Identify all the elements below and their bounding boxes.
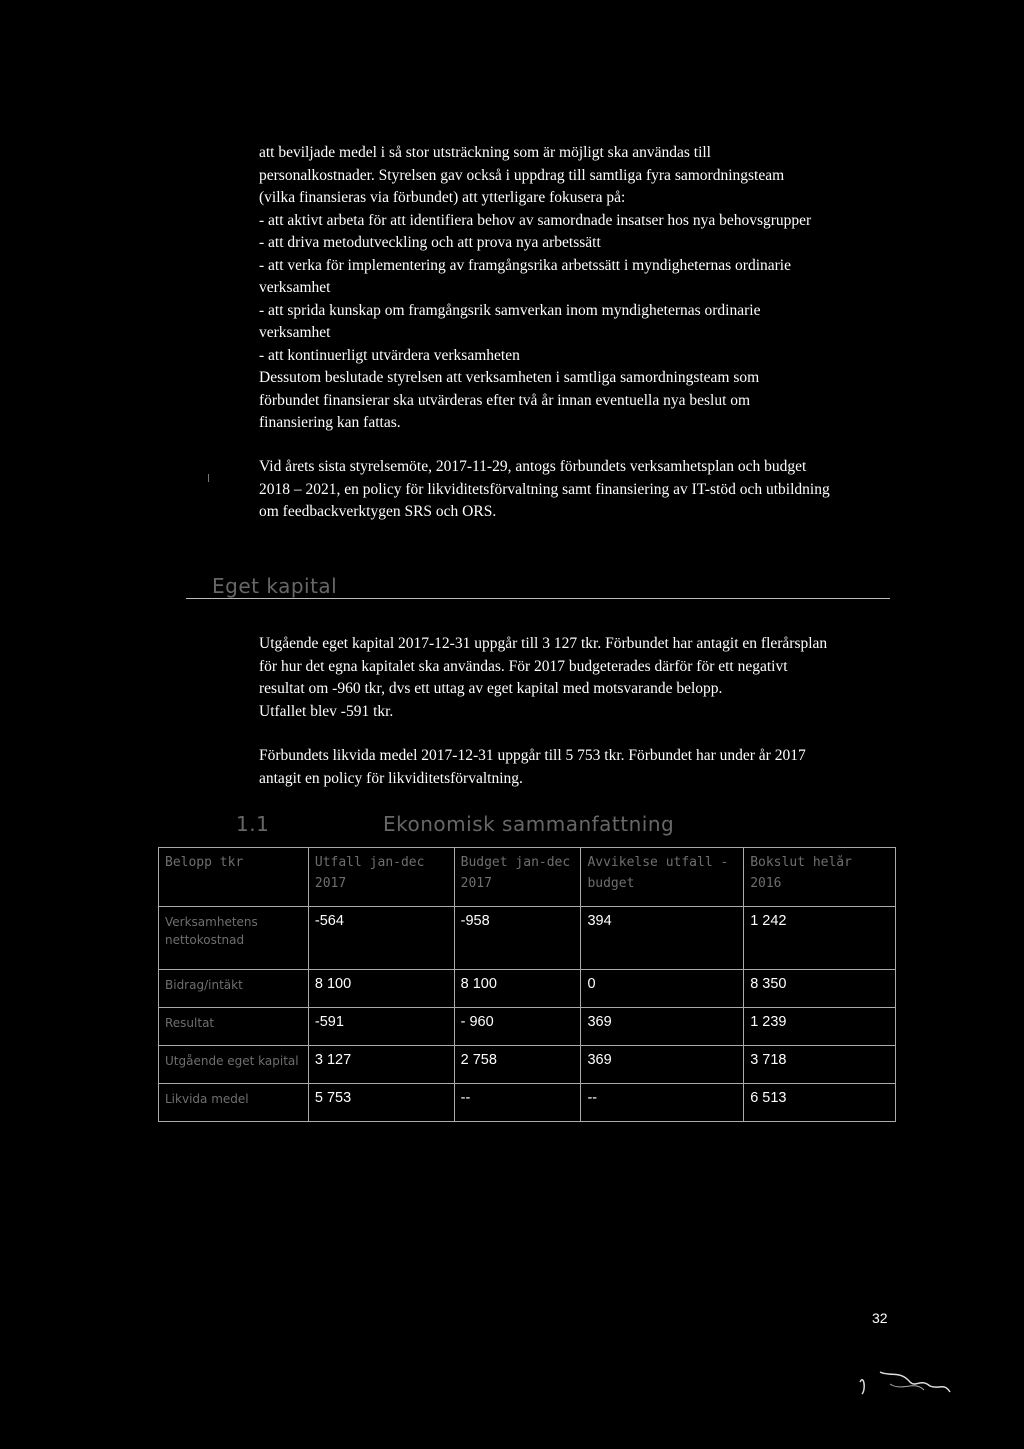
section-heading-eget-kapital: Eget kapital [212, 574, 338, 598]
text-line: Utgående eget kapital 2017-12-31 uppgår till 3 127 tkr. Förbundet har antagit en flerårsplan [259, 635, 828, 652]
table-cell: -958 [454, 907, 581, 970]
text-line: 2018 – 2021, en policy för likviditetsförvaltning samt finansiering av IT-stöd och utbildning [259, 480, 830, 498]
table-row [159, 1084, 896, 1122]
text-line: - att aktivt arbeta för att identifiera behov av samordnade insatser hos nya behovsgrupper [259, 211, 812, 229]
table-row [159, 1046, 896, 1084]
section-number: 1.1 [236, 812, 270, 836]
header-cell: Bokslut helår 2016 [744, 848, 896, 907]
text-line: verksamhet [259, 279, 331, 296]
text-line: förbundet finansierar ska utvärderas efter två år innan eventuella nya beslut om [259, 391, 751, 409]
table-cell: 0 [581, 970, 744, 1008]
text-line: om feedbackverktygen SRS och ORS. [259, 503, 497, 520]
text-line: verksamhet [259, 324, 331, 341]
financial-summary-table [158, 847, 896, 1122]
text-line: för hur det egna kapitalet ska användas. För 2017 budgeterades därför för ett negativt [259, 657, 788, 675]
text-line: - att driva metodutveckling och att prova nya arbetssätt [259, 234, 601, 251]
text-line: personalkostnader. Styrelsen gav också i uppdrag till samtliga fyra samordningsteam [259, 166, 785, 184]
table-cell: 3 127 [308, 1046, 454, 1084]
table-cell: 2 758 [454, 1046, 581, 1084]
row-label: Bidrag/intäkt [159, 970, 309, 1008]
text-line: att beviljade medel i så stor utsträckning som är möjligt ska användas till [259, 144, 711, 161]
text-line: - att kontinuerligt utvärdera verksamheten [259, 346, 520, 364]
capital-paragraph [259, 633, 899, 723]
table-cell: 8 100 [308, 970, 454, 1008]
table-cell: 8 100 [454, 970, 581, 1008]
table-cell: 369 [581, 1046, 744, 1084]
page-number: 32 [872, 1310, 888, 1326]
header-cell: Belopp tkr [159, 848, 309, 907]
header-cell: Avvikelse utfall - budget [581, 848, 744, 907]
text-line: resultat om -960 tkr, dvs ett uttag av eget kapital med motsvarande belopp. [259, 680, 723, 697]
signature-scribble [850, 1352, 960, 1402]
table-cell: -591 [308, 1008, 454, 1046]
table-cell: 394 [581, 907, 744, 970]
text-line: - att verka för implementering av framgångsrika arbetssätt i myndigheternas ordinarie [259, 256, 791, 274]
table-cell: 6 513 [744, 1084, 896, 1122]
intro-paragraph [259, 142, 899, 435]
meeting-paragraph [259, 456, 899, 524]
row-label: Verksamhetens nettokostnad [159, 907, 309, 970]
text-line: antagit en policy för likviditetsförvaltning. [259, 769, 523, 787]
header-cell: Utfall jan-dec 2017 [308, 848, 454, 907]
text-line: Utfallet blev -591 tkr. [259, 702, 394, 720]
table-cell: -- [581, 1084, 744, 1122]
table-header-row [159, 848, 896, 907]
table-row [159, 1008, 896, 1046]
table-cell: -564 [308, 907, 454, 970]
table-cell: 8 350 [744, 970, 896, 1008]
row-label: Resultat [159, 1008, 309, 1046]
text-line: Vid årets sista styrelsemöte, 2017-11-29, antogs förbundets verksamhetsplan och budget [259, 458, 807, 475]
table-cell: 1 239 [744, 1008, 896, 1046]
table-row [159, 907, 896, 970]
text-line: Dessutom beslutade styrelsen att verksamheten i samtliga samordningsteam som [259, 369, 760, 386]
table-row [159, 970, 896, 1008]
text-line: - att sprida kunskap om framgångsrik samverkan inom myndigheternas ordinarie [259, 301, 761, 319]
text-line: Förbundets likvida medel 2017-12-31 uppgår till 5 753 tkr. Förbundet har under år 2017 [259, 747, 806, 764]
margin-mark [208, 474, 209, 482]
text-line: finansiering kan fattas. [259, 414, 401, 431]
section-heading-ekonomisk-sammanfattning: Ekonomisk sammanfattning [383, 812, 675, 836]
table-cell: 1 242 [744, 907, 896, 970]
row-label: Utgående eget kapital [159, 1046, 309, 1084]
table-cell: -- [454, 1084, 581, 1122]
text-line: (vilka finansieras via förbundet) att ytterligare fokusera på: [259, 189, 626, 206]
row-label: Likvida medel [159, 1084, 309, 1122]
liquidity-paragraph [259, 745, 899, 790]
heading-rule [186, 598, 890, 599]
table-cell: - 960 [454, 1008, 581, 1046]
table-cell: 5 753 [308, 1084, 454, 1122]
table-cell: 369 [581, 1008, 744, 1046]
header-cell: Budget jan-dec 2017 [454, 848, 581, 907]
table-cell: 3 718 [744, 1046, 896, 1084]
